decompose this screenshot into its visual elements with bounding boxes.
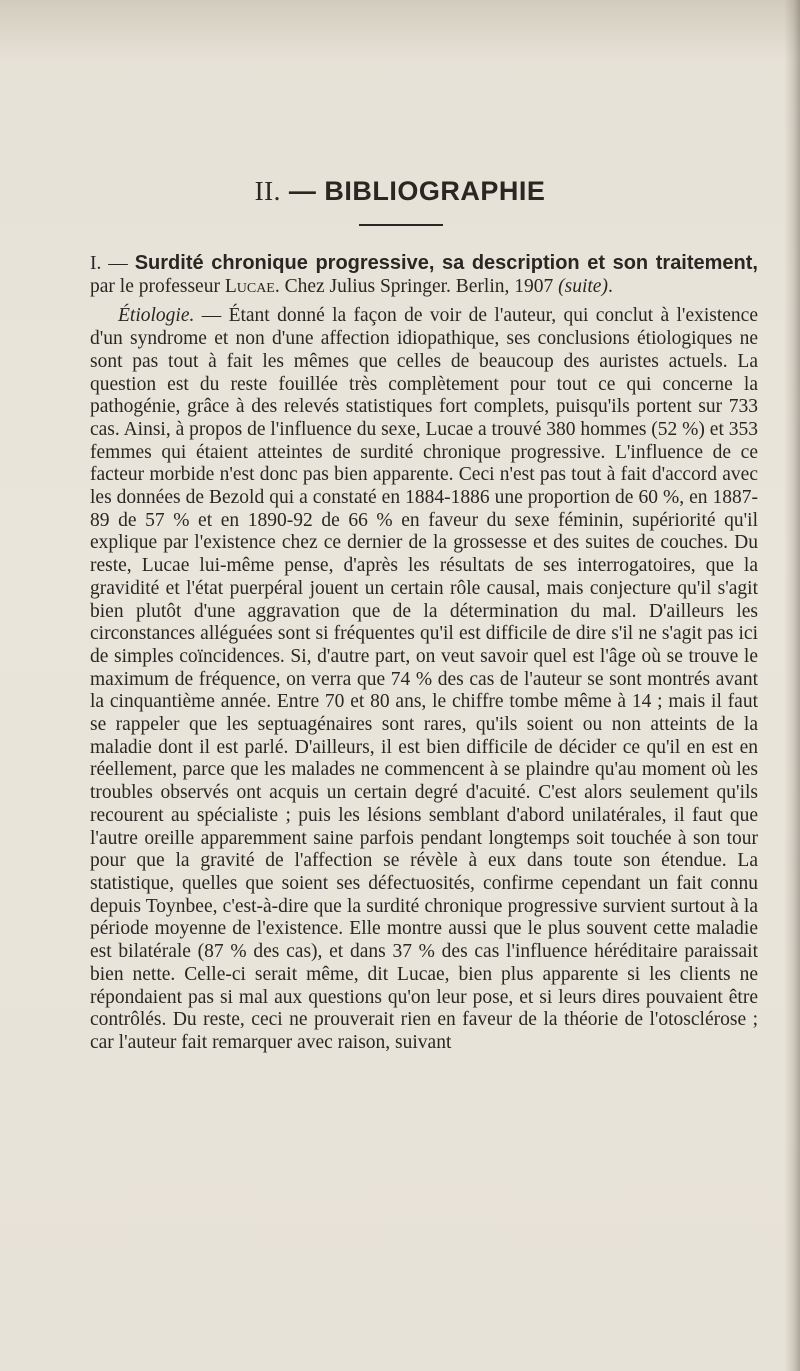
entry-end: .: [607, 275, 613, 297]
bibliography-entry: [90, 252, 758, 298]
section-dash: —: [288, 176, 317, 206]
section-numeral: II.: [254, 176, 281, 206]
entry-author: Lucae: [224, 275, 275, 297]
section-title: BIBLIOGRAPHIE: [324, 176, 546, 206]
etiology-paragraph: [90, 305, 758, 1054]
body-text: [90, 252, 758, 1055]
entry-number: I. —: [90, 253, 128, 274]
page-shadow-top: [0, 0, 800, 60]
heading-rule: [359, 224, 443, 226]
paragraph-text: — Étant donné la façon de voir de l'auteur, qui conclut à l'existence d'un syndrome et non d'une affection idiopathique, ses conclusions étiologiques ne sont pas tout à fait les mêmes que celles de beaucoup des auristes actuels. La question est du reste fouillée très complètement pour tout ce qui concerne la pathogénie, grâce à des relevés statistiques fort complets, puisqu'ils portent sur 733 cas. Ainsi, à propos de l'influence du sexe, Lucae a trouvé 380 hommes (52 %) et 353 femmes qui étaient atteintes de surdité chronique progressive. L'influence de ce facteur morbide n'est donc pas bien apparente. Ceci n'est pas tout à fait d'accord avec les données de Bezold qui a constaté en 1884-1886 une proportion de 60 %, en 1887-89 de 57 % et en 1890-92 de 66 % en faveur du sexe féminin, supériorité qu'il explique par l'existence chez ce dernier de la grossesse et des suites de couches. Du reste, Lucae lui-même pense, d'après les résultats de ses interrogatoires, que la gravidité et l'état puerpéral jouent un certain rôle causal, mais conjecture qu'il s'agit bien plutôt d'une aggravation que de la détermination du mal. D'ailleurs les circonstances alléguées sont si fréquentes qu'il est difficile de dire s'il ne s'agit pas ici de simples coïncidences. Si, d'autre part, on veut savoir quel est l'âge où se trouve le maximum de fréquence, on verra que 74 % des cas de l'auteur se sont montrés avant la cinquantième année. Entre 70 et 80 ans, le chiffre tombe même à 14 ; mais il faut se rappeler que les septuagénaires sont rares, qu'ils soient ou non atteints de la maladie dont il est parlé. D'ailleurs, il est bien difficile de décider ce qu'il en est en réellement, parce que les malades ne commencent à se plaindre qu'au moment où les troubles observés ont acquis un certain degré d'acuité. C'est alors seulement qu'ils recourent au spécialiste ; puis les lésions semblant d'abord unilatérales, il faut que l'autre oreille apparemment saine parfois pendant longtemps soit touchée à son tour pour que la gravité de l'affection se révèle à eux dans toute son étendue. La statistique, quelles que soient ses défectuosités, confirme cependant un fait connu depuis Toynbee, c'est-à-dire que la surdité chronique progressive survient surtout à la période moyenne de l'existence. Elle montre aussi que le plus souvent cette maladie est bilatérale (87 % des cas), et dans 37 % des cas l'influence héréditaire paraissait bien nette. Celle-ci serait même, dit Lucae, bien plus apparente si les clients ne répondaient pas si mal aux questions qu'on leur pose, et si leurs dires pouvaient être contrôlés. Du reste, ceci ne prouverait rien en faveur de la théorie de l'otosclérose ; car l'auteur fait remarquer avec raison, suivant: [90, 305, 758, 1053]
entry-status: (suite): [558, 275, 608, 297]
entry-title: Surdité chronique progressive, sa description et son traitement,: [134, 252, 758, 274]
entry-by: par le professeur: [90, 275, 220, 297]
section-heading: [0, 176, 800, 207]
paragraph-label: Étiologie.: [118, 305, 195, 327]
entry-publisher: . Chez Julius Springer. Berlin, 1907: [274, 275, 554, 297]
